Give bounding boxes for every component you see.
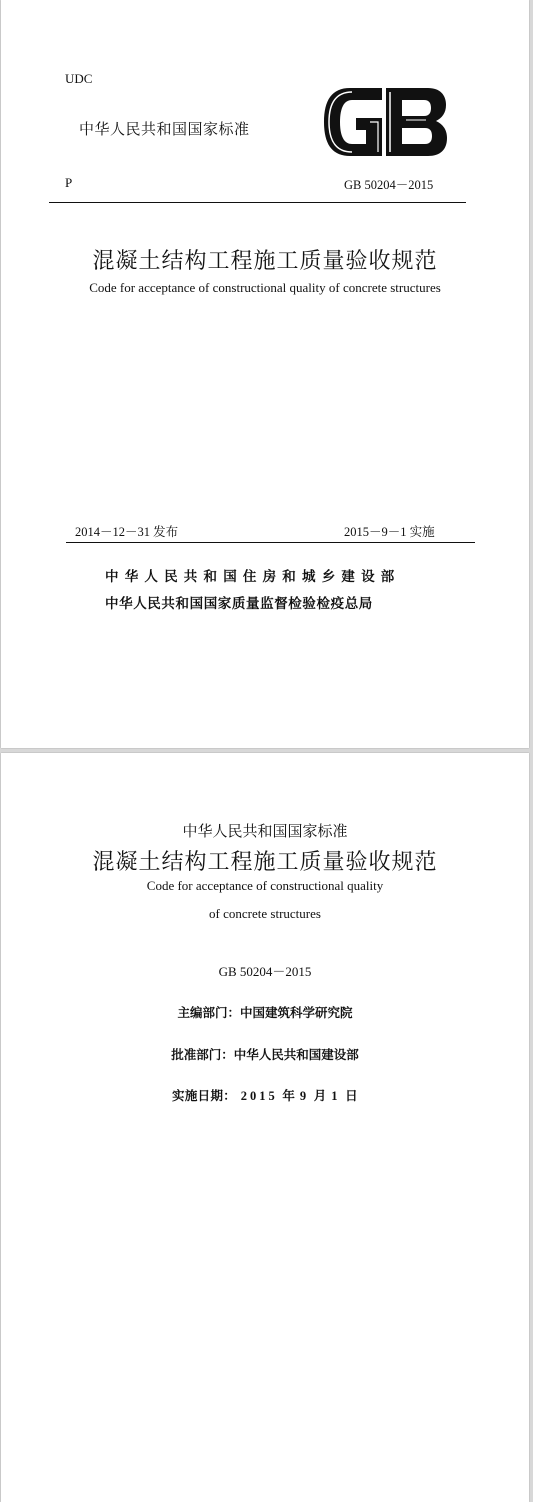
title-english: Code for acceptance of constructional quality of concrete structures	[89, 280, 441, 295]
standard-number: GB 50204－2015	[218, 964, 312, 979]
header-rule	[49, 202, 466, 203]
standard-category: 中华人民共和国国家标准	[79, 120, 250, 138]
classification-code: P	[65, 175, 73, 190]
gb-logo-icon	[322, 86, 448, 158]
issuer-ministry: 中华人民共和国住房和城乡建设部	[105, 569, 401, 585]
standard-category: 中华人民共和国国家标准	[182, 822, 348, 840]
standard-number: GB 50204－2015	[344, 178, 434, 192]
month-unit: 月	[313, 1088, 327, 1103]
issuer-quality-administration: 中华人民共和国国家质量监督检验检疫总局	[105, 596, 373, 612]
approving-department: 批准部门：中华人民共和国建设部	[171, 1047, 359, 1062]
year-unit: 年	[282, 1088, 296, 1103]
issue-date: 2014－12－31 发布	[75, 525, 179, 539]
title-english-line-2: of concrete structures	[209, 906, 321, 921]
implementation-date-label: 实施日期：	[172, 1088, 237, 1103]
chief-editing-department: 主编部门：中国建筑科学研究院	[177, 1005, 353, 1020]
implementation-year: 2015	[240, 1089, 278, 1103]
title-page	[1, 753, 529, 1502]
implementation-day: 1	[331, 1089, 341, 1103]
cover-page	[1, 0, 529, 748]
day-unit: 日	[345, 1088, 358, 1103]
udc-label: UDC	[65, 71, 93, 86]
implementation-month: 9	[299, 1089, 310, 1103]
title-chinese: 混凝土结构工程施工质量验收规范	[92, 249, 438, 274]
footer-rule	[66, 542, 475, 543]
implementation-date: 2015－9－1 实施	[344, 525, 435, 539]
title-chinese: 混凝土结构工程施工质量验收规范	[92, 850, 438, 875]
implementation-date	[1, 1086, 529, 1104]
title-english-line-1: Code for acceptance of constructional quality	[146, 878, 384, 893]
